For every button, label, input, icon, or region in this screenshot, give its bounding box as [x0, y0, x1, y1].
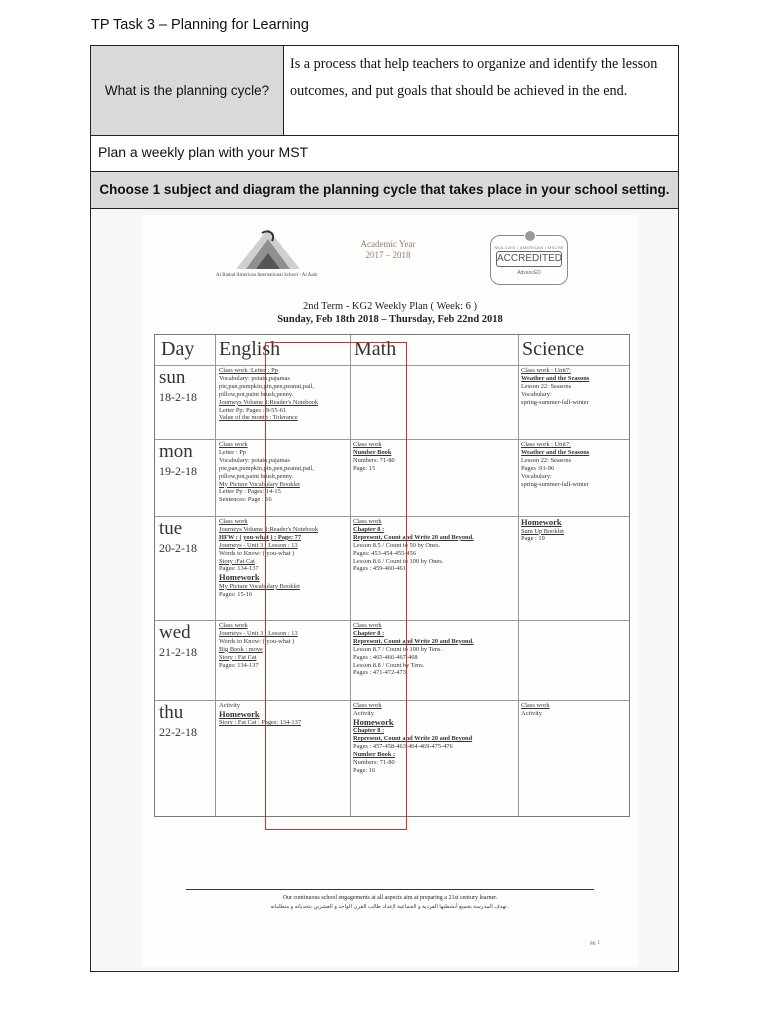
plan-line: Pages : 465-466-467-468	[353, 653, 418, 661]
day-wed	[159, 623, 197, 660]
plan-line: Class work	[219, 518, 248, 525]
plan-line: pillow,pot,paint brush,penny.	[219, 472, 294, 480]
plan-line: Vocabulary: potato,pajamas	[219, 456, 290, 464]
column-header-day: Day	[161, 338, 195, 360]
day-date: 18-2-18	[159, 390, 197, 404]
plan-line: Activity	[353, 709, 374, 717]
day-mon	[159, 442, 197, 479]
plan-line: Sentences: Page : 16	[219, 496, 272, 504]
day-thu	[159, 703, 197, 740]
plan-line: Numbers: 71-80	[353, 758, 395, 766]
plan-line: Letter : Pp	[219, 448, 246, 456]
school-name: Al Ramal American International School - Al Aain	[216, 273, 318, 278]
footer-arabic-text: تهدف المدرسة بجميع أنشطتها الفردية و الجماعية لإعداد طالب القرن الواحد و العشرين بتحدياته و متطلباته .	[270, 904, 510, 910]
day-name: tue	[159, 518, 183, 539]
plan-line: Class work :Letter : Pp	[219, 367, 278, 374]
plan-line: Words to Know: ( you-what )	[219, 637, 295, 645]
answer-cell: Is a process that help teachers to organize and identify the lesson outcomes, and put goals that should be achieved in the end.	[290, 56, 658, 99]
day-date: 20-2-18	[159, 541, 197, 555]
plan-heading: 2nd Term - KG2 Weekly Plan ( Week: 6 )	[303, 301, 477, 312]
column-header-math: Math	[354, 338, 397, 360]
badge-sub-text: AdvancED	[517, 270, 541, 276]
plan-line: Lesson 8.7 / Count to 100 by Tens .	[353, 645, 444, 653]
badge-top-text: NEA-CASI • AMERICAN • MSCHE	[494, 245, 564, 250]
plan-dates: Sunday, Feb 18th 2018 – Thursday, Feb 22nd 2018	[277, 314, 503, 325]
task-table	[90, 45, 679, 972]
plan-line: My Picture Vocabulary Booklet	[219, 480, 300, 488]
plan-line: Chapter 8 :	[353, 629, 385, 637]
plan-line: Homework	[521, 517, 562, 527]
page-number: pg. 1	[590, 941, 600, 946]
cell-science-sun	[521, 367, 589, 407]
plan-line: Class work	[219, 622, 248, 629]
plan-line: Chapter 8 :	[353, 525, 385, 533]
plan-line: Class work	[219, 441, 248, 448]
question-text: What is the planning cycle?	[104, 83, 270, 98]
plan-line: Homework	[219, 572, 260, 583]
day-name: thu	[159, 702, 184, 723]
plan-line: Lesson 22: Seasons	[521, 456, 572, 464]
plan-line: Vocabulary: potato,pajamas	[219, 374, 290, 382]
question-cell	[91, 46, 284, 135]
plan-line: Pages: 134-137	[219, 565, 259, 573]
plan-line: Class work	[353, 702, 382, 709]
plan-line: Sum Up Booklet	[521, 527, 564, 535]
day-sun	[159, 368, 197, 405]
plan-line: Pages : 457-458-463-464-469-475-476	[353, 743, 453, 751]
plan-line: Represent, Count and Write 20 and Beyond.	[353, 533, 474, 541]
plan-line: Story : Fat Cat : Pages: 134-137	[219, 719, 302, 727]
day-name: mon	[159, 441, 193, 462]
seal-icon	[524, 230, 536, 242]
plan-line: Vocabulary:	[521, 390, 552, 398]
accreditation-badge	[490, 235, 568, 285]
weekly-plan-prompt: Plan a weekly plan with your MST	[91, 136, 678, 172]
day-name: sun	[159, 367, 186, 388]
plan-line: Lesson 8.8 / Count by Tens.	[353, 661, 425, 669]
plan-line: Letter Pp: Pages : 9-55-61	[219, 406, 287, 414]
badge-main-text: ACCREDITED	[496, 251, 562, 267]
cell-science-thu	[521, 702, 550, 718]
plan-line: Pages: 15-16	[219, 590, 253, 598]
plan-line: spring-summer-fall-winter	[521, 398, 589, 406]
column-header-english: English	[219, 338, 281, 360]
day-tue	[159, 519, 197, 556]
plan-line: Story :Fat Cat	[219, 557, 255, 565]
plan-line: Page : 19	[521, 535, 545, 543]
plan-line: Class work	[353, 518, 382, 525]
plan-line: Numbers: 71-80	[353, 456, 395, 464]
day-date: 22-2-18	[159, 725, 197, 739]
plan-line: Class work : Unit7:	[521, 441, 571, 448]
plan-line: Journeys - Unit 3 : Lesson : 13	[219, 629, 298, 637]
cell-science-tue	[521, 518, 564, 543]
plan-line: Weather and the Seasons	[521, 374, 590, 382]
plan-line: Pages: 134-137	[219, 661, 259, 669]
plan-line: Homework	[353, 716, 394, 727]
plan-line: Pages :91-96	[521, 464, 555, 472]
school-logo-icon	[232, 225, 304, 271]
document-title: TP Task 3 – Planning for Learning	[91, 17, 309, 33]
plan-line: Letter Pp : Pages: 14-15	[219, 488, 281, 496]
footer-text: Our continuous school engagements at all aspects aim at preparing a 21st century learner.	[282, 895, 498, 901]
academic-year: Academic Year 2017 – 2018	[360, 239, 416, 260]
plan-line: Journeys Volume 1:Reader's Notebook	[219, 398, 319, 406]
plan-line: Class work : Unit7:	[521, 367, 571, 374]
plan-line: Pages : 459-460-461	[353, 565, 406, 573]
plan-line: Journeys Volume 1:Reader's Notebook	[219, 525, 319, 533]
plan-line: Page: 16	[353, 766, 376, 774]
plan-line: Chapter 8 :	[353, 727, 385, 735]
plan-line: HFW : ( you-what ) : Page: 77	[219, 533, 302, 541]
question-row	[91, 46, 678, 136]
plan-line: Homework	[219, 708, 260, 719]
diagram-prompt: Choose 1 subject and diagram the planning cycle that takes place in your school setting.	[91, 172, 678, 209]
day-name: wed	[159, 622, 191, 643]
plan-line: Pages : 471-472-473	[353, 669, 406, 677]
footer-divider	[186, 889, 594, 890]
plan-line: Number Book	[353, 448, 392, 456]
plan-line: Page: 15	[353, 464, 376, 472]
weekly-plan-paper	[142, 215, 638, 967]
plan-line: Big Book : move	[219, 645, 263, 653]
day-date: 19-2-18	[159, 464, 197, 478]
plan-line: Represent, Count and Write 20 and Beyond.	[353, 637, 474, 645]
plan-line: pie,pan,pumpkin,pin,pen,peanut,pail,	[219, 464, 314, 472]
plan-line: Story : Fat Cat	[219, 653, 257, 661]
day-date: 21-2-18	[159, 645, 197, 659]
plan-line: Lesson 8.6 / Count to 100 by Ones.	[353, 557, 444, 565]
plan-line: Journeys - Unit 3 : Lesson : 13	[219, 541, 298, 549]
plan-line: Words to Know: ( you-what )	[219, 549, 295, 557]
plan-line: Class work	[353, 622, 382, 629]
plan-line: Vocabulary:	[521, 472, 552, 480]
plan-line: Lesson 22: Seasons	[521, 382, 572, 390]
plan-line: Class work	[353, 441, 382, 448]
english-highlight-box	[265, 342, 407, 830]
plan-line: Weather and the Seasons	[521, 448, 590, 456]
plan-line: Activity	[521, 709, 542, 717]
plan-line: Value of the month : Tolerance	[219, 414, 298, 422]
plan-line: spring-summer-fall-winter	[521, 480, 589, 488]
plan-line: Lesson 8.5 / Count to 50 by Ones.	[353, 541, 441, 549]
plan-line: Represent, Count and Write 20 and Beyond	[353, 735, 473, 743]
column-header-science: Science	[522, 338, 585, 360]
plan-line: My Picture Vocabulary Booklet	[219, 582, 300, 590]
plan-line: Activity	[219, 702, 240, 709]
plan-line: Class work	[521, 702, 550, 709]
plan-line: Number Book :	[353, 751, 396, 759]
plan-line: pillow,pot,paint brush,penny.	[219, 390, 294, 398]
plan-line: pie,pan,pumpkin,pin,pen,peanut,pail,	[219, 382, 314, 390]
weekly-plan-photo	[92, 209, 677, 970]
plan-line: Pages: 453-454-455-456	[353, 549, 417, 557]
cell-science-mon	[521, 441, 589, 488]
